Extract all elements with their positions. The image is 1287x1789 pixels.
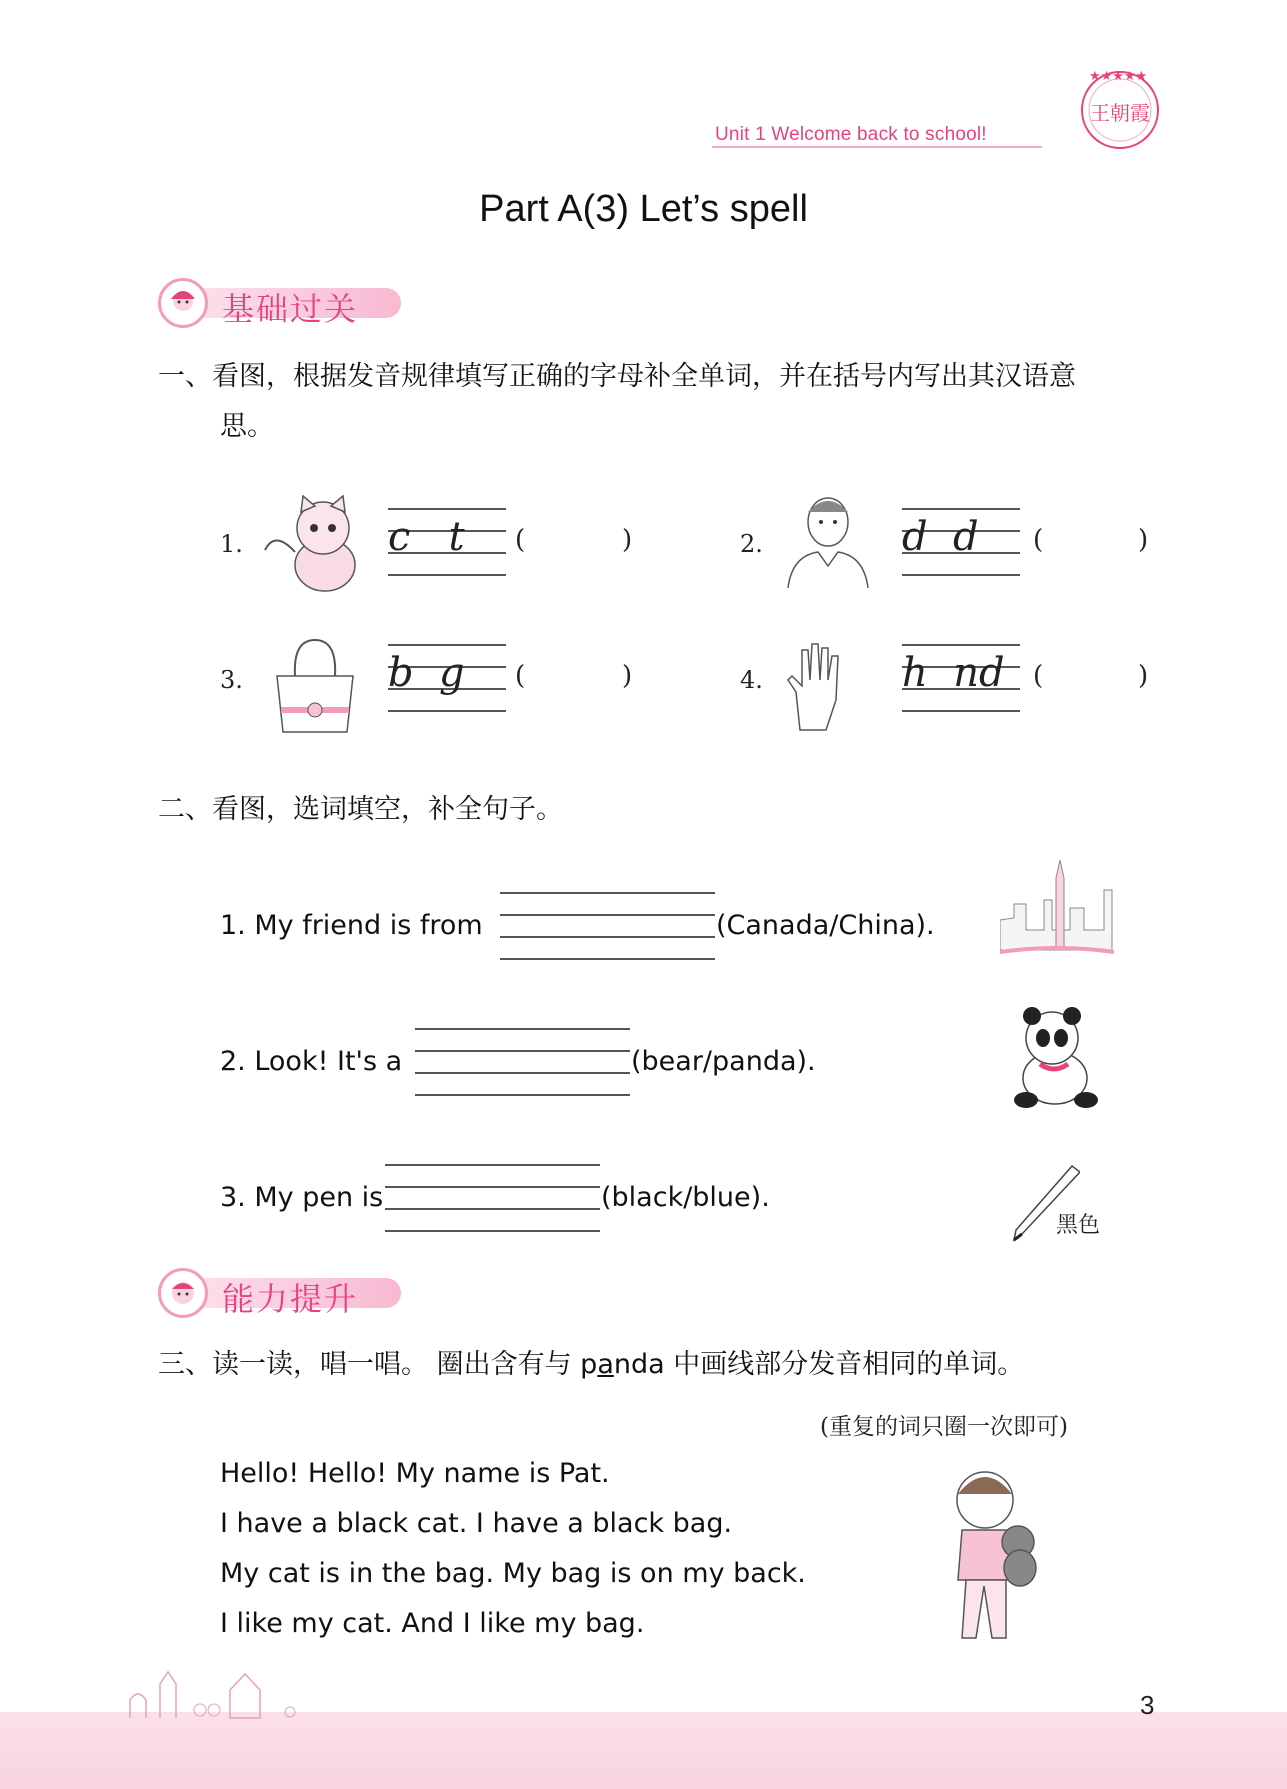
partial-word: b g bbox=[388, 650, 465, 696]
paren-close: ) bbox=[1138, 525, 1149, 555]
footer-band bbox=[0, 1712, 1287, 1789]
boy-avatar-icon bbox=[158, 1268, 208, 1318]
section-label: 能力提升 bbox=[222, 1280, 359, 1318]
sentence-options: (bear/panda). bbox=[631, 1046, 816, 1077]
logo-text: 王朝霞 bbox=[1090, 101, 1150, 125]
paren-open: ( bbox=[1033, 661, 1044, 691]
section-label: 基础过关 bbox=[222, 290, 359, 328]
publisher-logo bbox=[1075, 62, 1165, 152]
paren-open: ( bbox=[515, 525, 526, 555]
panda-underlined-a: a bbox=[597, 1349, 614, 1380]
partial-word: h nd bbox=[902, 650, 1005, 696]
city-tower-picture-icon bbox=[1000, 860, 1115, 965]
sentence-options: (black/blue). bbox=[601, 1182, 770, 1213]
page-number: 3 bbox=[1140, 1690, 1155, 1720]
section-header-basic bbox=[158, 276, 408, 332]
bag-picture-icon bbox=[265, 636, 365, 741]
meaning-blank-1[interactable] bbox=[530, 530, 622, 558]
chant-line[interactable]: I like my cat. And I like my bag. bbox=[220, 1608, 645, 1639]
partial-word: c t bbox=[388, 514, 465, 560]
q3-title bbox=[158, 1340, 1024, 1390]
unit-header: Unit 1 Welcome back to school! bbox=[715, 124, 987, 145]
q3-title-end: 中画线部分发音相同的单词。 bbox=[664, 1349, 1025, 1380]
q1-title-line1: 一、看图，根据发音规律填写正确的字母补全单词，并在括号内写出其汉语意 bbox=[158, 361, 1076, 392]
meaning-blank-4[interactable] bbox=[1048, 666, 1138, 694]
girl-avatar-icon bbox=[158, 278, 208, 328]
paren-close: ) bbox=[622, 525, 633, 555]
q1-item-number: 4. bbox=[740, 666, 763, 694]
section-header-advanced bbox=[158, 1266, 408, 1322]
paren-open: ( bbox=[515, 661, 526, 691]
meaning-blank-2[interactable] bbox=[1048, 530, 1138, 558]
header-divider bbox=[712, 146, 1042, 148]
dad-picture-icon bbox=[778, 490, 878, 590]
q1-item-number: 1. bbox=[220, 530, 243, 558]
paren-open: ( bbox=[1033, 525, 1044, 555]
panda-letter-p: p bbox=[580, 1349, 598, 1380]
sentence-prefix: 3. My pen is bbox=[220, 1182, 384, 1213]
writing-grid-4[interactable] bbox=[902, 644, 1020, 710]
paren-close: ) bbox=[1138, 661, 1149, 691]
writing-grid-1[interactable] bbox=[388, 508, 506, 574]
sentence-prefix: 1. My friend is from bbox=[220, 910, 483, 941]
boy-with-cat-picture-icon bbox=[940, 1460, 1050, 1650]
q3-title-start: 三、读一读，唱一唱。 圈出含有与 bbox=[158, 1349, 581, 1380]
answer-blank-3[interactable] bbox=[385, 1164, 600, 1230]
chant-line[interactable]: I have a black cat. I have a black bag. bbox=[220, 1508, 733, 1539]
paren-close: ) bbox=[622, 661, 633, 691]
answer-blank-1[interactable] bbox=[500, 892, 715, 958]
partial-word: d d bbox=[902, 514, 979, 560]
answer-blank-2[interactable] bbox=[415, 1028, 630, 1094]
chant-line[interactable]: Hello! Hello! My name is Pat. bbox=[220, 1458, 610, 1489]
cat-picture-icon bbox=[255, 490, 385, 595]
q1-item-number: 3. bbox=[220, 666, 243, 694]
pen-note: 黑色 bbox=[1056, 1213, 1101, 1238]
town-decoration-icon bbox=[120, 1660, 370, 1720]
chant-line[interactable]: My cat is in the bag. My bag is on my back. bbox=[220, 1558, 806, 1589]
q1-item-number: 2. bbox=[740, 530, 763, 558]
q2-title: 二、看图，选词填空，补全句子。 bbox=[158, 794, 563, 825]
writing-grid-3[interactable] bbox=[388, 644, 506, 710]
writing-grid-2[interactable] bbox=[902, 508, 1020, 574]
meaning-blank-3[interactable] bbox=[530, 666, 622, 694]
sentence-prefix: 2. Look! It's a bbox=[220, 1046, 403, 1077]
panda-letters-rest: nda bbox=[613, 1349, 665, 1380]
sentence-options: (Canada/China). bbox=[716, 910, 935, 941]
q1-title-line2: 思。 bbox=[220, 411, 274, 442]
q3-hint: (重复的词只圈一次即可) bbox=[820, 1414, 1068, 1440]
page-title: Part A(3) Let’s spell bbox=[479, 188, 808, 230]
svg-text:★★★★★: ★★★★★ bbox=[1089, 69, 1148, 84]
panda-picture-icon bbox=[1010, 1004, 1105, 1109]
hand-picture-icon bbox=[780, 640, 850, 735]
